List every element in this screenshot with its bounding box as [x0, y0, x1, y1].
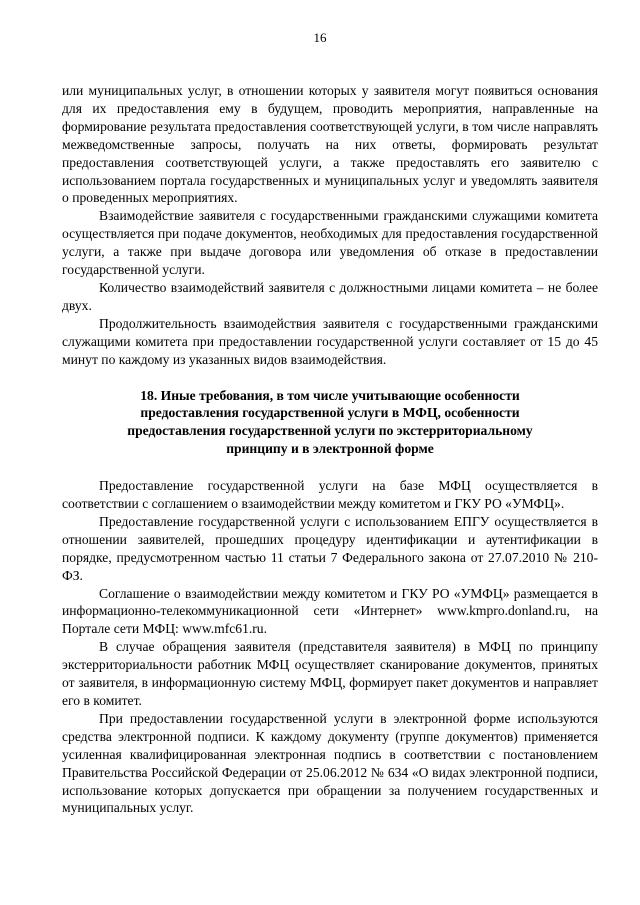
page-number: 16 — [313, 30, 327, 45]
paragraph: Соглашение о взаимодействии между комитетом и ГКУ РО «УМФЦ» размещается в информационно-телекоммуникационной сети «Интернет» www.kmpro.donland.ru, на Портале сети МФЦ: www.mfc61.ru. — [62, 585, 598, 637]
paragraph: Предоставление государственной услуги на базе МФЦ осуществляется в соответствии с соглашением о взаимодействии между комитетом и ГКУ РО «УМФЦ». — [62, 478, 598, 512]
document-body — [62, 82, 598, 817]
paragraph: При предоставлении государственной услуги в электронной форме используются средства электронной подписи. К каждому документу (группе документов) применяется усиленная квалифицированная электронная подпись в соответствии с постановлением Правительства Российской Федерации от 25.06.2012 № 634 «О видах электронной подписи, использование которых допускается при обращении за получением государственных и муниципальных услуг. — [62, 710, 598, 816]
paragraph: Количество взаимодействий заявителя с должностными лицами комитета – не более двух. — [62, 279, 598, 313]
section-body — [62, 477, 598, 817]
paragraph: Продолжительность взаимодействия заявителя с государственными гражданскими служащими комитета при предоставлении государственной услуги составляет от 15 до 45 минут по каждому из указанных видов взаимодействия. — [62, 315, 598, 367]
paragraph-continuation: или муниципальных услуг, в отношении которых у заявителя могут появиться основания для их предоставления ему в будущем, проводить мероприятия, направленные на формирование результата предоставления соответствующей услуги, в том числе направлять межведомственные запросы, получать на них ответы, формировать результат предоставления соответствующей услуги, а также предоставлять его заявителю с использованием портала государственных и муниципальных услуг и уведомлять заявителя о проведенных мероприятиях. — [62, 83, 598, 206]
paragraph: Предоставление государственной услуги с использованием ЕПГУ осуществляется в отношении заявителей, прошедших процедуру идентификации и аутентификации в порядке, предусмотренном частью 11 статьи 7 Федерального закона от 27.07.2010 № 210-ФЗ. — [62, 513, 598, 583]
paragraph: Взаимодействие заявителя с государственными гражданскими служащими комитета осуществляется при подаче документов, необходимых для предоставления государственной услуги, а также при выдаче договора или уведомления об отказе в предоставлении государственной услуги. — [62, 208, 598, 278]
section-heading: 18. Иные требования, в том числе учитывающие особенности предоставления государственной услуги в МФЦ, особенности предоставления государственной услуги по экстерриториальному принципу и в электронной форме — [127, 387, 533, 457]
paragraph: В случае обращения заявителя (представителя заявителя) в МФЦ по принципу экстерриториальности работник МФЦ осуществляет сканирование документов, принятых от заявителя, в информационную систему МФЦ, формирует пакет документов и направляет его в комитет. — [62, 639, 598, 708]
